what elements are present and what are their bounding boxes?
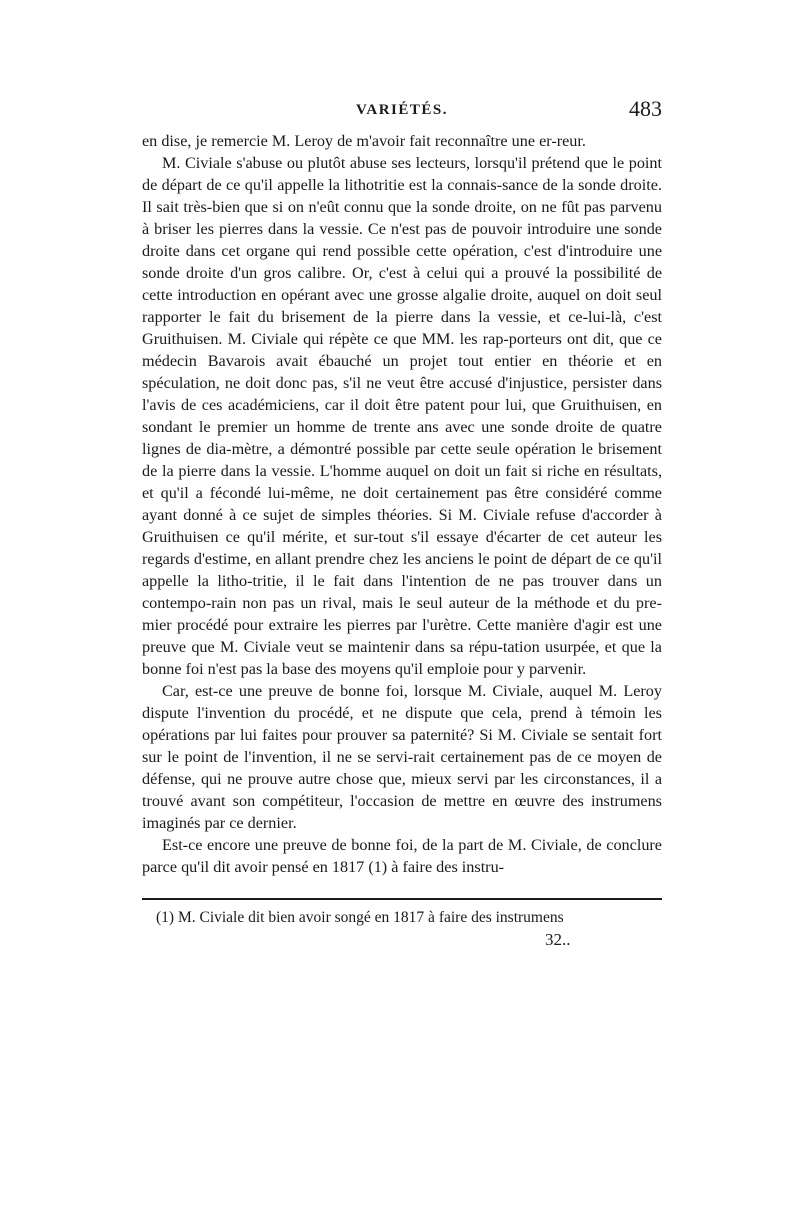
running-head: VARIÉTÉS. — [355, 102, 448, 118]
paragraph-bonne-foi: Car, est-ce une preuve de bonne foi, lorsque M. Civiale, auquel M. Leroy dispute l'invention du procédé, et ne dispute que cela, prend à témoin les opérations par lui faites pour prouver sa paternité? Si M. Civiale se sentait fort sur le point de l'invention, il ne se servi-rait certainement pas de ce moyen de défense, qui ne prouve autre chose que, mieux servi par les circonstances, il a trouvé avant son compétiteur, l'occasion de mettre en œuvre des instrumens imaginés par ce dernier. — [142, 682, 662, 832]
footnote-rule — [142, 898, 662, 900]
paragraph-civiale-abuse: M. Civiale s'abuse ou plutôt abuse ses lecteurs, lorsqu'il prétend que le point de départ de ce qu'il appelle la lithotritie est la connais-sance de la sonde droite. Il sait très-bien que si on n'eût connu que la sonde droite, on ne fût pas parvenu à briser les pierres dans la vessie. Ce n'est pas de pouvoir introduire une sonde droite dans cet organe qui rend possible cette opération, c'est d'introduire une sonde droite d'un gros calibre. Or, c'est à celui qui a prouvé la possibilité de cette introduction en opérant avec une grosse algalie droite, auquel on doit seul rapporter le fait du brisement de la pierre dans la vessie, et ce-lui-là, c'est Gruithuisen. M. Civiale qui répète ce que MM. les rap-porteurs ont dit, que ce médecin Bavarois avait ébauché un projet tout entier en théorie et en spéculation, ne doit donc pas, s'il ne veut être accusé d'injustice, persister dans l'avis de ces académiciens, car il doit être patent pour lui, que Gruithuisen, en sondant le premier un homme de trente ans avec une sonde droite de quatre lignes de dia-mètre, a démontré possible par cette seule opération le brisement de la pierre dans la vessie. L'homme auquel on doit un fait si riche en résultats, et qu'il a fécondé lui-même, ne doit certainement pas être considéré comme ayant donné à ce sujet de simples théories. Si M. Civiale refuse d'accorder à Gruithuisen ce qu'il mérite, et sur-tout s'il essaye d'écarter de cet auteur les regards d'estime, en allant prendre chez les anciens le point de départ de ce qu'il appelle la litho-tritie, il le fait dans l'intention de ne pas trouver dans un contempo-rain non pas un rival, mais le seul auteur de la méthode et du pre-mier procédé pour extraire les pierres par l'urètre. Cette manière d'agir est une preuve que M. Civiale veut se maintenir dans sa répu-tation usurpée, et que la bonne foi n'est pas la base des moyens qu'il emploie pour y parvenir. — [142, 154, 662, 678]
signature-mark: 32.. — [545, 930, 571, 949]
page-header — [142, 96, 662, 130]
body-text — [142, 130, 662, 878]
paragraph-encore-bonne-foi: Est-ce encore une preuve de bonne foi, de la part de M. Civiale, de conclure parce qu'il dit avoir pensé en 1817 (1) à faire des instru- — [142, 836, 662, 876]
book-page — [142, 96, 662, 1166]
page-number: 483 — [629, 96, 662, 121]
paragraph-continuation: en dise, je remercie M. Leroy de m'avoir fait reconnaître une er-reur. — [142, 132, 586, 150]
footnote: (1) M. Civiale dit bien avoir songé en 1817 à faire des instrumens — [156, 909, 564, 926]
